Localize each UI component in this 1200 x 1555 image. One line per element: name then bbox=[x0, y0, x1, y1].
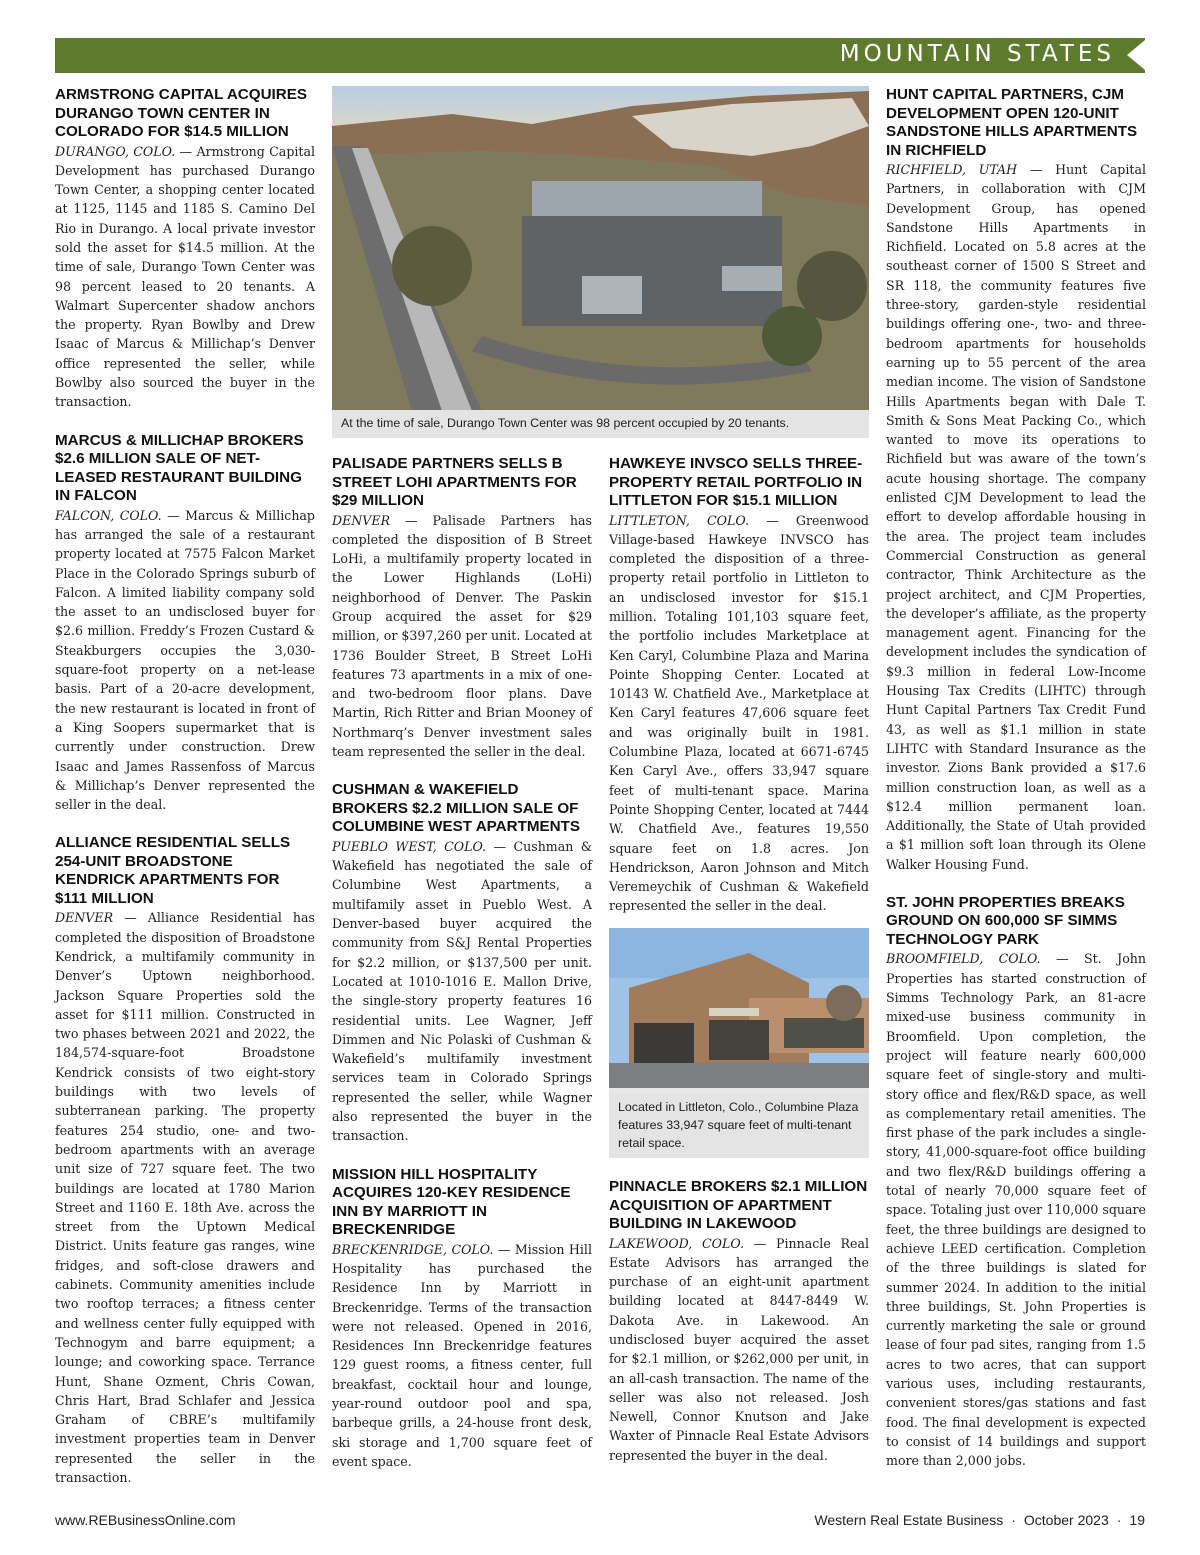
section-banner bbox=[55, 38, 1145, 73]
arrow-left-icon bbox=[1127, 40, 1145, 70]
article-hunt bbox=[886, 86, 1146, 874]
dateline: LAKEWOOD, COLO. bbox=[609, 1235, 744, 1251]
page-number: 19 bbox=[1129, 1512, 1145, 1528]
article-stjohn bbox=[886, 894, 1146, 1471]
footer-separator: · bbox=[1116, 1512, 1122, 1528]
headline: ARMSTRONG CAPITAL ACQUIRES DURANGO TOWN CENTER IN COLORADO FOR $14.5 MILLION bbox=[55, 86, 308, 140]
footer-separator: · bbox=[1011, 1512, 1016, 1528]
article-body bbox=[55, 908, 315, 1487]
article-text: — Hunt Capital Partners, in collaboration with CJM Development Group, has opened Sandstone Hills Apartments in Richfield. Located on 5.8 acres at the southeast corner of 1500 S Street and SR 118, the community features five three-story, garden-style residential buildings offering one-, two- and three-bedroom apartments for households earning up to 55 percent of the area median income. The vision of Sandstone Hills Apartments began with Dale T. Smith & Sons Meat Packing Co., which wanted to move its operations to Richfield but was aware of the town’s acute housing shortage. The company enlisted CJM Development to lead the effort to develop affordable housing in the area. The project team includes Commercial Construction as general contractor, Think Architecture as the project architect, and CJM Properties, the developer’s affiliate, as the property management agent. Financing for the development includes the syndication of $9.3 million in federal Low-Income Housing Tax Credits (LIHTC) through Hunt Capital Partners Tax Credit Fund 43, as well as $1.1 million in state LIHTC with Standard Insurance as the investor. Zions Bank provided a $17.6 million construction loan, as well as a $12.4 million permanent loan. Additionally, the State of Utah provided a $1 million soft loan through its Olene Walker Housing Fund. bbox=[886, 162, 1146, 872]
dateline: FALCON, COLO. bbox=[55, 507, 162, 523]
headline: ST. JOHN PROPERTIES BREAKS GROUND ON 600,000 SF SIMMS TECHNOLOGY PARK bbox=[886, 893, 1125, 948]
headline: HAWKEYE INVSCO SELLS THREE-PROPERTY RETAIL PORTFOLIO IN LITTLETON FOR $15.1 MILLION bbox=[609, 455, 863, 509]
article-pinnacle bbox=[609, 1178, 869, 1465]
issue-date: October 2023 bbox=[1023, 1512, 1109, 1528]
article-body bbox=[332, 511, 592, 762]
page-footer bbox=[55, 1512, 1145, 1534]
article-text: — Greenwood Village-based Hawkeye INVSCO has completed the disposition of a three-property retail portfolio in Littleton to an undisclosed investor for $15.1 million. Totaling 101,103 square feet, the portfolio includes Marketplace at Ken Caryl, Columbine Plaza and Marina Pointe Shopping Center. Located at 10143 W. Chatfield Ave., Marketplace at Ken Caryl features 47,606 square feet and was originally built in 1981. Columbine Plaza, located at 6671-6745 Ken Caryl Ave., offers 33,947 square feet of multi-tenant space. Marina Pointe Shopping Center, located at 7444 W. Chatfield Ave., features 19,550 square feet on 1.8 acres. Jon Hendrickson, Aaron Johnson and Mitch Veremeychik of Cushman & Wakefield represented the seller in the deal. bbox=[609, 512, 869, 914]
column-3 bbox=[609, 455, 869, 936]
article-hawkeye bbox=[609, 455, 869, 916]
article-text: — Mission Hill Hospitality has purchased the Residence Inn by Marriott in Breckenridge. Terms of the transaction were not released. Opened in 2016, Residences Inn Breckenridge features 129 guest rooms, a fitness center, full breakfast, cocktail hour and lounge, year-round outdoor pool and spa, barbeque grills, a 24-house front desk, ski storage and 1,700 square feet of event space. bbox=[332, 1241, 592, 1469]
section-title: MOUNTAIN STATES bbox=[839, 41, 1115, 67]
article-text: — Cushman & Wakefield has negotiated the sale of Columbine West Apartments, a multifamily asset in Pueblo West. A Denver-based buyer acquired the community from S&J Rental Properties for $2.2 million, or $137,500 per unit. Located at 1010-1016 E. Mallon Drive, the single-story property features 16 residential units. Lee Wagner, Jeff Dimmen and Nic Polaski of Cushman & Wakefield’s multifamily investment services team in Colorado Springs represented the seller, while Wagner also represented the buyer in the transaction. bbox=[332, 838, 592, 1144]
article-text: — Marcus & Millichap has arranged the sale of a restaurant property located at 7575 Falcon Market Place in the Colorado Springs suburb of Falcon. A limited liability company sold the asset to an undisclosed buyer for $2.6 million. Freddy’s Frozen Custard & Steakburgers occupies the 3,030-square-foot property on a net-lease basis. Part of a 20-acre development, the new restaurant is located in front of a King Soopers supermarket that is currently under construction. Drew Isaac and James Rassenfoss of Marcus & Millichap’s Denver represented the seller in the deal. bbox=[55, 507, 315, 813]
headline: HUNT CAPITAL PARTNERS, CJM DEVELOPMENT OPEN 120-UNIT SANDSTONE HILLS APARTMENTS IN RICHFIELD bbox=[886, 86, 1138, 159]
article-text: — St. John Properties has started construction of Simms Technology Park, an 81-acre mixed-use business community in Broomfield. Upon completion, the project will feature nearly 600,000 square feet of single-story and multi-story office and flex/R&D space, as well as complementary retail amenities. The first phase of the park includes a single-story, 41,000-square-foot office building and two flex/R&D buildings offering a total of nearly 70,000 square feet of space. Totaling just over 110,000 square feet, the three buildings are designed to achieve LEED certification. Completion of the three buildings is slated for summer 2024. In addition to the initial three buildings, St. John Properties is currently marketing the sale or ground lease of four pad sites, ranging from 1.5 acres to two acres, that can support various uses, including restaurants, convenient stores/gas stations and fast food. The final development is expected to consist of 14 buildings and support more than 2,000 jobs. bbox=[886, 951, 1146, 1469]
article-body bbox=[332, 1240, 592, 1472]
article-body bbox=[886, 160, 1146, 874]
column-2 bbox=[332, 455, 592, 1491]
article-alliance bbox=[55, 834, 315, 1487]
column-1 bbox=[55, 86, 315, 1507]
footer-issue-info bbox=[814, 1512, 1145, 1528]
dateline: DURANGO, COLO. bbox=[55, 143, 176, 159]
photo-caption: At the time of sale, Durango Town Center was 98 percent occupied by 20 tenants. bbox=[332, 410, 869, 438]
dateline: DENVER bbox=[55, 910, 114, 926]
dateline: BRECKENRIDGE, COLO. bbox=[332, 1241, 494, 1257]
headline: MISSION HILL HOSPITALITY ACQUIRES 120-KEY RESIDENCE INN BY MARRIOTT IN BRECKENRIDGE bbox=[332, 1165, 571, 1239]
aerial-photo-image bbox=[332, 86, 869, 411]
article-body bbox=[609, 511, 869, 916]
article-body bbox=[609, 1234, 869, 1466]
column-3-lower bbox=[609, 1178, 869, 1485]
dateline: BROOMFIELD, COLO. bbox=[886, 951, 1041, 967]
photo-durango-aerial bbox=[332, 86, 869, 438]
dateline: LITTLETON, COLO. bbox=[609, 512, 749, 528]
article-palisade bbox=[332, 455, 592, 761]
headline: CUSHMAN & WAKEFIELD BROKERS $2.2 MILLION SALE OF COLUMBINE WEST APARTMENTS bbox=[332, 781, 581, 836]
article-body bbox=[332, 837, 592, 1146]
article-text: — Alliance Residential has completed the disposition of Broadstone Kendrick, a multifamily community in Denver’s Uptown neighborhood. Jackson Square Properties sold the asset for $111 million. Constructed in two phases between 2021 and 2022, the 184,574-square-foot Broadstone Kendrick consists of two eight-story buildings with two levels of subterranean parking. The property features 254 studio, one- and two-bedroom apartments with an average unit size of 727 square feet. The two buildings are located at 1780 Marion Street and 1160 E. 18th Ave. across the street from the Uptown Medical District. Units feature gas ranges, wine fridges, and soft-close drawers and cabinets. Community amenities include two rooftop terraces; a fitness center and wellness center fully equipped with Technogym and barre equipment; a lounge; and coworking space. Terrance Hunt, Shane Ozment, Chris Cowan, Chris Hart, Brad Schlafer and Jessica Graham of CBRE’s multifamily investment properties team in Denver represented the seller in the transaction. bbox=[55, 910, 315, 1486]
publication-name: Western Real Estate Business bbox=[814, 1512, 1004, 1528]
footer-website-link[interactable]: www.REBusinessOnline.com bbox=[55, 1512, 236, 1528]
article-body bbox=[886, 949, 1146, 1470]
article-body bbox=[55, 142, 315, 412]
headline: MARCUS & MILLICHAP BROKERS $2.6 MILLION SALE OF NET-LEASED RESTAURANT BUILDING IN FALCON bbox=[55, 431, 304, 505]
article-armstrong bbox=[55, 86, 315, 412]
article-text: — Pinnacle Real Estate Advisors has arranged the purchase of an eight-unit apartment building located at 8447-8449 W. Dakota Ave. in Lakewood. An undisclosed buyer acquired the asset for $2.1 million, or $262,000 per unit, in an all-cash transaction. The name of the seller was also not released. Josh Newell, Connor Knutson and Jake Waxter of Pinnacle Real Estate Advisors represented the buyer in the deal. bbox=[609, 1235, 869, 1463]
article-text: — Armstrong Capital Development has purchased Durango Town Center, a shopping center located at 1125, 1145 and 1185 S. Camino Del Rio in Durango. A local private investor sold the asset for $14.5 million. At the time of sale, Durango Town Center was 98 percent leased to 20 tenants. A Walmart Supercenter shadow anchors the property. Ryan Bowlby and Drew Isaac of Marcus & Millichap’s Denver office represented the seller, while Bowlby also sourced the buyer in the transaction. bbox=[55, 143, 316, 410]
article-marcus bbox=[55, 432, 315, 815]
dateline: RICHFIELD, UTAH bbox=[886, 162, 1018, 177]
headline: ALLIANCE RESIDENTIAL SELLS 254-UNIT BROADSTONE KENDRICK APARTMENTS FOR $111 MILLION bbox=[55, 834, 291, 907]
photo-caption: Located in Littleton, Colo., Columbine Plaza features 33,947 square feet of multi-tenant retail space. bbox=[609, 1094, 869, 1158]
headline: PINNACLE BROKERS $2.1 MILLION ACQUISITION OF APARTMENT BUILDING IN LAKEWOOD bbox=[609, 1178, 868, 1232]
article-body bbox=[55, 506, 315, 815]
column-4 bbox=[886, 86, 1146, 1491]
article-cushman bbox=[332, 781, 592, 1145]
photo-columbine-plaza bbox=[609, 928, 869, 1158]
article-text: — Palisade Partners has completed the disposition of B Street LoHi, a multifamily property located in the Lower Highlands (LoHi) neighborhood of Denver. The Paskin Group acquired the asset for $29 million, or $397,260 per unit. Located at 1736 Boulder Street, B Street LoHi features 73 apartments in a mix of one- and two-bedroom floor plans. Dave Martin, Rich Ritter and Brian Mooney of Northmarq’s Denver investment sales team represented the seller in the deal. bbox=[332, 512, 592, 760]
headline: PALISADE PARTNERS SELLS B STREET LOHI APARTMENTS FOR $29 MILLION bbox=[332, 455, 577, 509]
article-mission bbox=[332, 1166, 592, 1472]
storefront-photo-image bbox=[609, 928, 869, 1088]
dateline: DENVER bbox=[332, 512, 391, 528]
dateline: PUEBLO WEST, COLO. bbox=[332, 838, 487, 854]
